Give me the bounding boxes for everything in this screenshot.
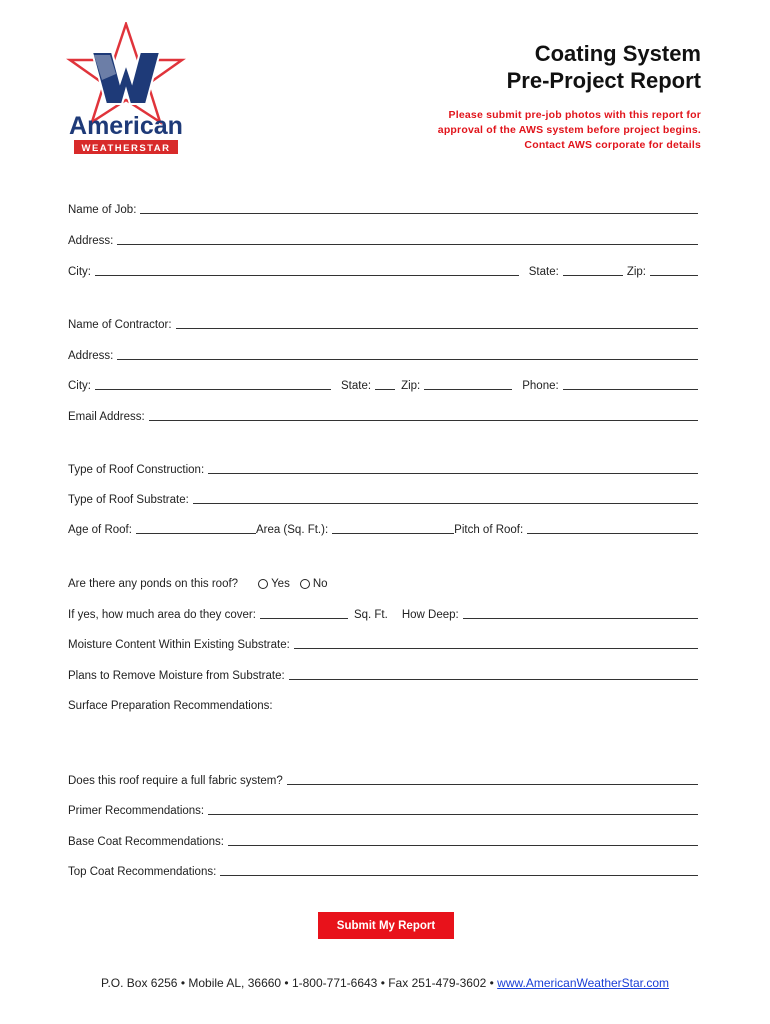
footer-contact — [0, 976, 770, 990]
job-state-field[interactable] — [563, 263, 623, 276]
job-city-field[interactable] — [95, 263, 519, 276]
ponds-yes-label: Yes — [271, 578, 290, 590]
roof-age-row — [68, 520, 698, 536]
job-name-label: Name of Job: — [68, 204, 137, 216]
job-address-row — [68, 231, 698, 247]
base-coat-label: Base Coat Recommendations: — [68, 836, 224, 848]
roof-construction-row — [68, 460, 698, 476]
report-title — [507, 40, 701, 94]
primer-row — [68, 801, 698, 817]
ponds-deep-label: How Deep: — [401, 609, 459, 621]
radio-circle-icon — [300, 579, 310, 589]
roof-construction-field[interactable] — [208, 461, 698, 474]
notice-line-2: approval of the AWS system before project begins. — [437, 124, 701, 136]
fabric-field[interactable] — [287, 772, 698, 785]
ponds-sqft-label: Sq. Ft. — [353, 609, 388, 621]
top-coat-row — [68, 862, 698, 878]
contractor-city-row — [68, 376, 698, 392]
contractor-email-row — [68, 407, 698, 423]
base-coat-row — [68, 832, 698, 848]
roof-age-label: Age of Roof: — [68, 524, 132, 536]
roof-substrate-row — [68, 490, 698, 506]
surface-prep-label: Surface Preparation Recommendations: — [68, 700, 273, 712]
primer-field[interactable] — [208, 802, 698, 815]
top-coat-label: Top Coat Recommendations: — [68, 866, 217, 878]
roof-pitch-field[interactable] — [527, 521, 698, 534]
ponds-area-row — [68, 605, 698, 621]
american-weatherstar-logo — [64, 22, 188, 164]
contractor-address-label: Address: — [68, 350, 114, 362]
svg-text:WEATHERSTAR: WEATHERSTAR — [81, 143, 171, 154]
ponds-deep-field[interactable] — [463, 606, 698, 619]
job-city-label: City: — [68, 266, 91, 278]
contractor-address-row — [68, 346, 698, 362]
photo-notice — [438, 108, 701, 153]
roof-substrate-field[interactable] — [193, 491, 698, 504]
contractor-zip-label: Zip: — [401, 380, 421, 392]
contractor-state-label: State: — [341, 380, 372, 392]
contractor-name-field[interactable] — [176, 316, 698, 329]
roof-area-label: Area (Sq. Ft.): — [255, 524, 329, 536]
ponds-yes-radio[interactable] — [258, 578, 290, 590]
roof-substrate-label: Type of Roof Substrate: — [68, 494, 189, 506]
contractor-phone-field[interactable] — [563, 377, 698, 390]
submit-report-button[interactable]: Submit My Report — [318, 912, 454, 939]
ponds-no-label: No — [312, 578, 328, 590]
base-coat-field[interactable] — [228, 833, 698, 846]
job-state-label: State: — [528, 266, 559, 278]
roof-age-field[interactable] — [136, 521, 256, 534]
contractor-name-row — [68, 315, 698, 331]
contractor-zip-field[interactable] — [424, 377, 512, 390]
job-zip-field[interactable] — [650, 263, 698, 276]
moisture-field[interactable] — [294, 636, 698, 649]
job-zip-label: Zip: — [626, 266, 646, 278]
contractor-city-label: City: — [68, 380, 91, 392]
website-link[interactable]: www.AmericanWeatherStar.com — [497, 976, 670, 990]
contractor-email-label: Email Address: — [68, 411, 145, 423]
roof-construction-label: Type of Roof Construction: — [68, 464, 205, 476]
radio-circle-icon — [258, 579, 268, 589]
roof-pitch-label: Pitch of Roof: — [454, 524, 524, 536]
plans-row — [68, 666, 698, 682]
ponds-no-radio[interactable] — [300, 578, 328, 590]
job-name-row — [68, 200, 698, 216]
notice-line-1: Please submit pre-job photos with this report for — [448, 109, 701, 121]
top-coat-field[interactable] — [220, 863, 698, 876]
job-name-field[interactable] — [140, 201, 698, 214]
footer-address: P.O. Box 6256 • Mobile AL, 36660 • 1-800-771-6643 • Fax 251-479-3602 • — [100, 976, 498, 990]
job-address-field[interactable] — [117, 232, 698, 245]
primer-label: Primer Recommendations: — [68, 805, 205, 817]
contractor-state-field[interactable] — [375, 377, 395, 390]
contractor-city-field[interactable] — [95, 377, 331, 390]
fabric-label: Does this roof require a full fabric system? — [68, 775, 283, 787]
fabric-row — [68, 771, 698, 787]
ponds-question-label: Are there any ponds on this roof? — [68, 578, 239, 590]
job-city-row — [68, 262, 698, 278]
contractor-name-label: Name of Contractor: — [68, 319, 172, 331]
contractor-address-field[interactable] — [117, 347, 698, 360]
roof-area-field[interactable] — [332, 521, 454, 534]
svg-text:American: American — [69, 112, 183, 140]
moisture-row — [68, 635, 698, 651]
ponds-question-row — [68, 574, 698, 590]
ponds-area-field[interactable] — [260, 606, 348, 619]
surface-prep-row — [68, 696, 698, 712]
contractor-email-field[interactable] — [149, 408, 698, 421]
notice-line-3: Contact AWS corporate for details — [524, 139, 701, 151]
title-line-2: Pre-Project Report — [506, 68, 701, 93]
plans-label: Plans to Remove Moisture from Substrate: — [68, 670, 285, 682]
plans-field[interactable] — [289, 667, 698, 680]
moisture-label: Moisture Content Within Existing Substrate: — [68, 639, 290, 651]
ponds-area-label: If yes, how much area do they cover: — [68, 609, 256, 621]
title-line-1: Coating System — [534, 41, 701, 66]
job-address-label: Address: — [68, 235, 114, 247]
contractor-phone-label: Phone: — [522, 380, 559, 392]
